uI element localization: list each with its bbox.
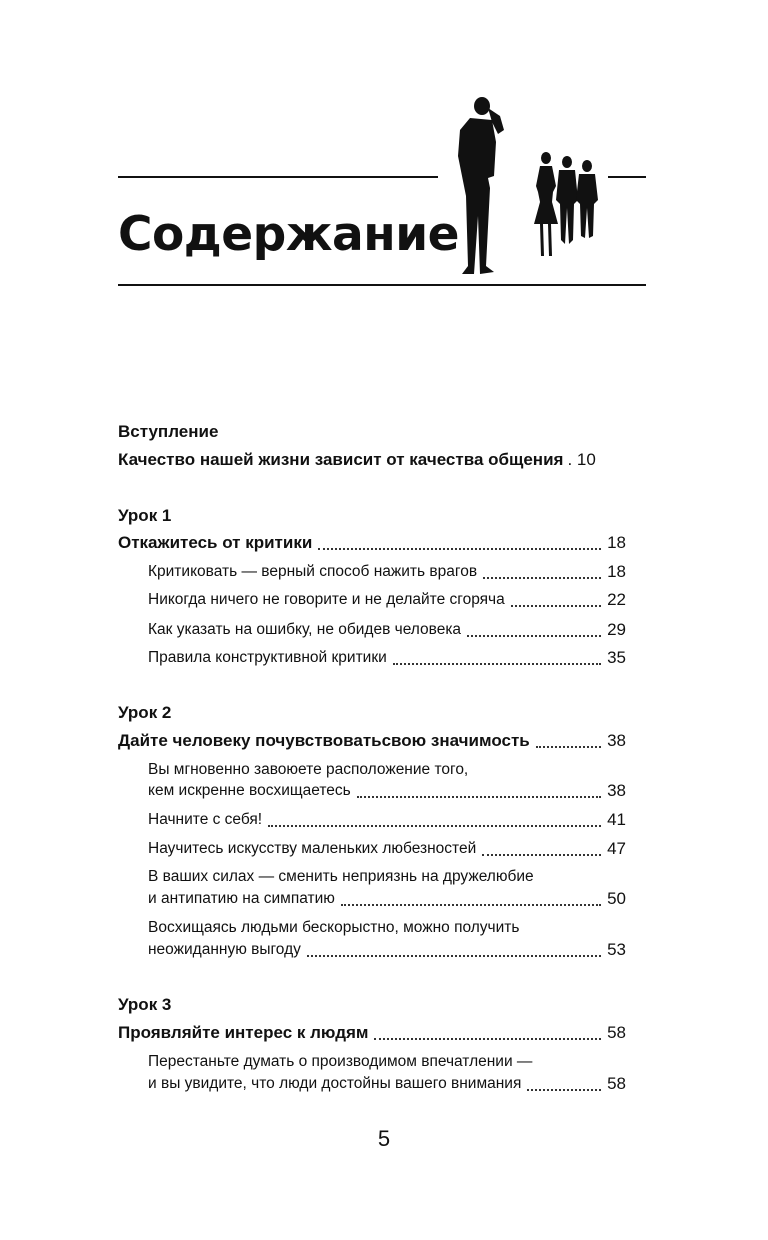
dot-leader [318,534,601,550]
businesspeople-silhouettes-icon [440,96,610,280]
toc-subentry[interactable]: Начните с себя! 41 [148,810,626,829]
toc-subentry[interactable]: Научитесь искусству маленьких любезностей 47 [148,839,626,858]
dot-leader [527,1075,601,1091]
toc-subentry[interactable]: неожиданную выгоду 53 [148,940,626,959]
toc-entry-title: Откажитесь от критики [118,533,313,552]
toc-page-number: 18 [607,533,626,552]
toc-subentry[interactable]: Никогда ничего не говорите и не делайте сгоряча 22 [148,590,626,609]
toc-entry-title: Проявляйте интерес к людям [118,1023,369,1042]
dot-leader [374,1024,601,1040]
toc-subentry[interactable]: и вы увидите, что люди достойны вашего внимания 58 [148,1074,626,1093]
toc-subentry[interactable]: Критиковать — верный способ нажить врагов 18 [148,562,626,581]
page-number: 5 [377,1126,391,1151]
top-rule-left [118,176,438,178]
section-label-lesson3: Урок 3 [118,995,172,1014]
toc-subentry[interactable]: и антипатию на симпатию 50 [148,889,626,908]
title-underline [118,284,646,286]
dot-leader [482,840,601,856]
dot-leader [357,782,601,798]
dot-leader [467,621,601,637]
toc-entry-lesson2[interactable] [118,731,626,751]
dot-leader [483,563,601,579]
toc-page-number: 38 [607,731,626,750]
dot-leader [268,811,601,827]
toc-page-number: . 10 [567,450,596,469]
toc-entry-title: Качество нашей жизни зависит от качества общения [118,450,564,469]
toc-subentry[interactable]: Как указать на ошибку, не обидев человека 29 [148,620,626,639]
toc-subentry-line1: Перестаньте думать о производимом впечатлении — [148,1053,533,1070]
dot-leader [511,591,601,607]
dot-leader [536,732,601,748]
dot-leader [393,649,601,665]
top-rule-right [608,176,646,178]
section-label-intro: Вступление [118,422,219,441]
toc-subentry[interactable]: Правила конструктивной критики 35 [148,648,626,667]
dot-leader [341,890,601,906]
toc-subentry-line1: В ваших силах — сменить неприязнь на дружелюбие [148,868,534,885]
dot-leader [307,941,601,957]
toc-entry-intro[interactable] [118,450,626,470]
toc-entry-lesson1[interactable] [118,533,626,553]
page-title: Содержание [118,207,460,262]
toc-entry-lesson3[interactable] [118,1023,626,1043]
toc-entry-title: Дайте человеку почувствоватьсвою значимость [118,731,530,750]
toc-subentry-line1: Вы мгновенно завоюете расположение того, [148,761,469,778]
toc-page-number: 58 [607,1023,626,1042]
toc-subentry[interactable]: кем искренне восхищаетесь 38 [148,781,626,800]
section-label-lesson2: Урок 2 [118,703,172,722]
section-label-lesson1: Урок 1 [118,506,172,525]
toc-subentry-line1: Восхищаясь людьми бескорыстно, можно получить [148,919,520,936]
